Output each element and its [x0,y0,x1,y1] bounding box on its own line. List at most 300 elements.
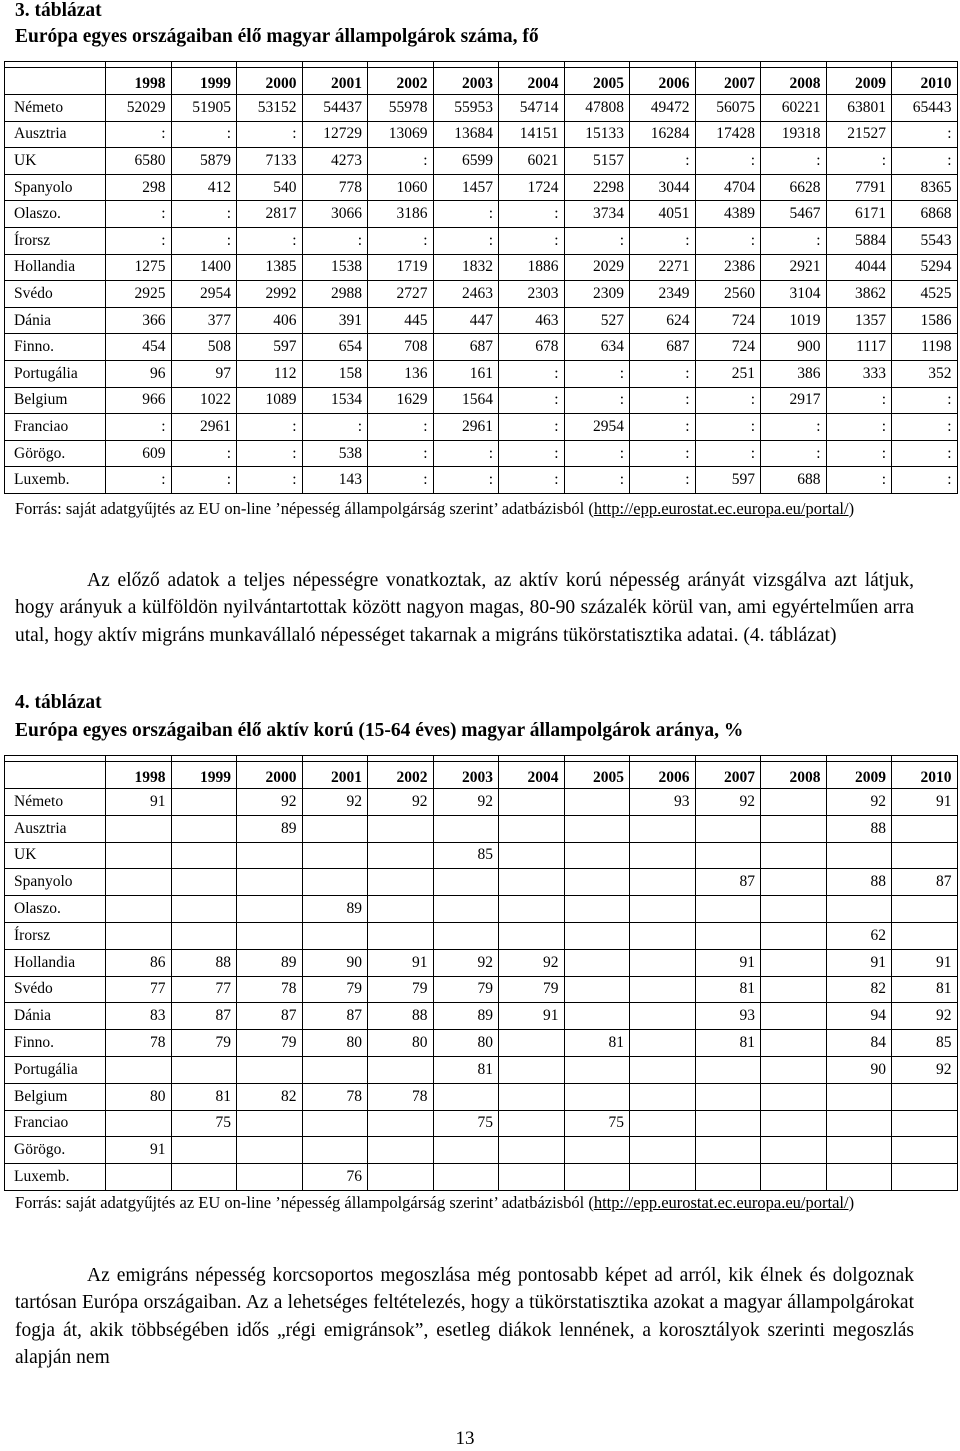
value-cell: 92 [892,1056,958,1083]
value-cell [106,842,172,869]
value-cell [761,949,827,976]
source-link[interactable]: http://epp.eurostat.ec.europa.eu/portal/ [593,499,849,518]
page-number: 13 [455,1428,475,1449]
value-cell [564,976,630,1003]
value-cell [892,1083,958,1110]
value-cell: 352 [892,360,958,387]
value-cell: 2303 [499,281,565,308]
value-cell: : [761,148,827,175]
country-cell: Írorsz [5,922,106,949]
value-cell: 87 [302,1003,368,1030]
table-row [5,789,958,816]
table3-body [5,62,958,494]
value-cell: : [892,414,958,441]
value-cell: 87 [171,1003,237,1030]
value-cell: 84 [826,1030,892,1057]
value-cell: 1534 [302,387,368,414]
value-cell: 2954 [564,414,630,441]
table-row [5,387,958,414]
paragraph-1: Az előző adatok a teljes népességre vonatkoztak, az aktív korú népesség arányát vizsgálva azt látjuk, hogy arányuk a külföldön nyilvántartottak között nagyon magas, 80-90 százalék körül van, ami egyértelműen arra utal, hogy aktív migráns munkavállaló népességet takarnak a migráns tükörstatisztika adatai. (4. táblázat) [15,570,914,646]
table-row [5,174,958,201]
value-cell: 1117 [826,334,892,361]
value-cell: 16284 [630,121,696,148]
value-cell: 76 [302,1164,368,1191]
value-cell: 5467 [761,201,827,228]
value-cell [171,896,237,923]
table-row [5,307,958,334]
value-cell [564,1003,630,1030]
value-cell [761,1137,827,1164]
year-header-cell: 2005 [564,68,630,95]
year-header-cell: 2004 [499,68,565,95]
value-cell [237,1110,303,1137]
value-cell [237,1056,303,1083]
value-cell: 1275 [106,254,172,281]
value-cell [499,1030,565,1057]
value-cell: 94 [826,1003,892,1030]
value-cell: 1832 [433,254,499,281]
value-cell: 6868 [892,201,958,228]
table-header-row [5,762,958,789]
table3-number: 3. táblázat [15,0,102,21]
value-cell [368,1164,434,1191]
value-cell: 92 [499,949,565,976]
country-cell: Finno. [5,1030,106,1057]
value-cell [433,1137,499,1164]
value-cell: 56075 [695,95,761,122]
value-cell: 778 [302,174,368,201]
value-cell [171,789,237,816]
value-cell: 91 [892,949,958,976]
table-row [5,227,958,254]
value-cell: 91 [695,949,761,976]
value-cell [892,1164,958,1191]
country-cell: Belgium [5,387,106,414]
country-cell: Németo [5,95,106,122]
value-cell: 79 [368,976,434,1003]
value-cell: 65443 [892,95,958,122]
value-cell: 2992 [237,281,303,308]
value-cell: : [171,227,237,254]
value-cell: 3104 [761,281,827,308]
value-cell: 7791 [826,174,892,201]
value-cell: : [630,387,696,414]
table3-source: Forrás: saját adatgyűjtés az EU on-line ’népesség állampolgárság szerint’ adatbázisból (http://epp.eurostat.ec.europa.eu/portal/) [15,499,855,518]
year-header-cell: 1999 [171,762,237,789]
value-cell: 4525 [892,281,958,308]
table-row [5,896,958,923]
value-cell: 91 [106,1137,172,1164]
value-cell: 92 [695,789,761,816]
value-cell: : [499,414,565,441]
value-cell: 624 [630,307,696,334]
value-cell: : [171,467,237,494]
value-cell: : [106,467,172,494]
value-cell: : [499,467,565,494]
country-cell: UK [5,148,106,175]
value-cell [433,815,499,842]
value-cell: 3066 [302,201,368,228]
value-cell: 81 [892,976,958,1003]
header-corner-cell [5,68,106,95]
value-cell [368,842,434,869]
year-header-cell: 2010 [892,762,958,789]
year-header-cell: 1999 [171,68,237,95]
table-row [5,1137,958,1164]
value-cell: : [892,467,958,494]
value-cell: 597 [695,467,761,494]
table-row [5,1083,958,1110]
value-cell: 2271 [630,254,696,281]
country-cell: Ausztria [5,121,106,148]
value-cell: 80 [302,1030,368,1057]
value-cell: 1886 [499,254,565,281]
value-cell [368,869,434,896]
value-cell: 82 [237,1083,303,1110]
value-cell [499,1110,565,1137]
value-cell: : [237,414,303,441]
value-cell [564,815,630,842]
value-cell: 92 [892,1003,958,1030]
value-cell: 92 [433,949,499,976]
country-cell: UK [5,842,106,869]
country-cell: Portugália [5,1056,106,1083]
value-cell: 79 [237,1030,303,1057]
value-cell: 3044 [630,174,696,201]
value-cell: 2917 [761,387,827,414]
value-cell: : [368,440,434,467]
value-cell: 13069 [368,121,434,148]
value-cell: 91 [368,949,434,976]
value-cell: 81 [433,1056,499,1083]
value-cell [892,1110,958,1137]
value-cell: 143 [302,467,368,494]
value-cell: 62 [826,922,892,949]
value-cell: : [499,387,565,414]
value-cell [630,1030,696,1057]
value-cell: 724 [695,307,761,334]
value-cell [433,869,499,896]
value-cell [368,1110,434,1137]
table-row [5,281,958,308]
value-cell [237,842,303,869]
value-cell: 1564 [433,387,499,414]
year-header-cell: 2000 [237,762,303,789]
value-cell [761,1056,827,1083]
table-row [5,360,958,387]
value-cell [892,1137,958,1164]
value-cell: 8365 [892,174,958,201]
value-cell: 89 [433,1003,499,1030]
value-cell: 81 [695,1030,761,1057]
year-header-cell: 2003 [433,68,499,95]
value-cell: : [892,121,958,148]
value-cell: 1089 [237,387,303,414]
value-cell: : [237,440,303,467]
value-cell: 1538 [302,254,368,281]
value-cell [499,1056,565,1083]
value-cell: 1019 [761,307,827,334]
value-cell: : [499,440,565,467]
value-cell: : [892,440,958,467]
value-cell: 77 [171,976,237,1003]
header-corner-cell [5,762,106,789]
table-row [5,922,958,949]
value-cell: 391 [302,307,368,334]
value-cell: : [761,414,827,441]
value-cell [302,922,368,949]
value-cell: 81 [695,976,761,1003]
value-cell: 96 [106,360,172,387]
country-cell: Finno. [5,334,106,361]
value-cell: 91 [826,949,892,976]
year-header-cell: 2007 [695,68,761,95]
value-cell: 4051 [630,201,696,228]
value-cell: : [368,148,434,175]
value-cell: 17428 [695,121,761,148]
table-row [5,414,958,441]
value-cell: 92 [368,789,434,816]
table-row [5,1003,958,1030]
value-cell: 51905 [171,95,237,122]
value-cell: 3186 [368,201,434,228]
value-cell: : [564,467,630,494]
value-cell [630,815,696,842]
value-cell: 92 [237,789,303,816]
value-cell [171,1056,237,1083]
value-cell [499,815,565,842]
value-cell: : [630,414,696,441]
value-cell: : [433,440,499,467]
value-cell [761,1110,827,1137]
value-cell [171,869,237,896]
value-cell [564,949,630,976]
value-cell: 92 [826,789,892,816]
value-cell: 6599 [433,148,499,175]
value-cell [171,815,237,842]
value-cell [433,922,499,949]
value-cell: : [564,440,630,467]
year-header-cell: 1998 [106,68,172,95]
value-cell: : [892,387,958,414]
value-cell: : [433,467,499,494]
country-cell: Dánia [5,1003,106,1030]
value-cell: 75 [171,1110,237,1137]
country-cell: Luxemb. [5,1164,106,1191]
value-cell: 47808 [564,95,630,122]
value-cell: 2925 [106,281,172,308]
value-cell: 609 [106,440,172,467]
table-row [5,95,958,122]
value-cell: : [237,467,303,494]
country-cell: Dánia [5,307,106,334]
value-cell: 366 [106,307,172,334]
value-cell: 52029 [106,95,172,122]
value-cell: 79 [433,976,499,1003]
value-cell: 463 [499,307,565,334]
value-cell: 88 [826,869,892,896]
value-cell [630,869,696,896]
value-cell: 90 [302,949,368,976]
value-cell: 966 [106,387,172,414]
value-cell: 1400 [171,254,237,281]
value-cell: 2560 [695,281,761,308]
value-cell [892,815,958,842]
value-cell: 1724 [499,174,565,201]
value-cell: 6171 [826,201,892,228]
table-header-row [5,68,958,95]
value-cell [826,1164,892,1191]
value-cell [564,1164,630,1191]
year-header-cell: 2006 [630,762,696,789]
value-cell: 2463 [433,281,499,308]
value-cell: : [630,467,696,494]
country-cell: Olaszo. [5,896,106,923]
value-cell [695,1056,761,1083]
value-cell [171,922,237,949]
value-cell [564,1083,630,1110]
value-cell [237,1164,303,1191]
country-cell: Hollandia [5,949,106,976]
table-row [5,254,958,281]
value-cell [106,815,172,842]
value-cell: 87 [237,1003,303,1030]
value-cell [368,922,434,949]
value-cell: : [106,227,172,254]
value-cell: : [695,387,761,414]
value-cell [695,1164,761,1191]
value-cell: 1060 [368,174,434,201]
table-row [5,1056,958,1083]
value-cell [695,1083,761,1110]
value-cell: 12729 [302,121,368,148]
value-cell [892,842,958,869]
value-cell: : [368,414,434,441]
year-header-cell: 2002 [368,762,434,789]
value-cell: 49472 [630,95,696,122]
value-cell: 4273 [302,148,368,175]
value-cell: : [499,201,565,228]
value-cell: 77 [106,976,172,1003]
value-cell: 158 [302,360,368,387]
value-cell [302,815,368,842]
value-cell: : [106,121,172,148]
value-cell: 4389 [695,201,761,228]
table-row [5,148,958,175]
value-cell: 377 [171,307,237,334]
value-cell [695,842,761,869]
value-cell: 1629 [368,387,434,414]
country-cell: Görögo. [5,440,106,467]
value-cell [630,896,696,923]
year-header-cell: 2008 [761,68,827,95]
table3-title: Európa egyes országaiban élő magyar állampolgárok száma, fő [15,26,539,47]
value-cell [564,1056,630,1083]
value-cell: : [302,227,368,254]
value-cell: 79 [302,976,368,1003]
paragraph-2: Az emigráns népesség korcsoportos megoszlása még pontosabb képet ad arról, kik élnek és dolgoznak tartósan Európa országaiban. Az a lehetséges feltételezés, hogy a tükörstatisztika azokat a magyar állampolgárokat fogja át, akik többségében idős „régi emigránsok”, esetleg diákok lennének, a korosztályok szerinti megoszlás alapján nem [15,1265,914,1368]
value-cell: 90 [826,1056,892,1083]
value-cell: 78 [106,1030,172,1057]
value-cell [695,896,761,923]
value-cell: 2817 [237,201,303,228]
value-cell [499,922,565,949]
value-cell: 447 [433,307,499,334]
value-cell: : [826,467,892,494]
table4-number: 4. táblázat [15,692,102,713]
value-cell [826,896,892,923]
value-cell: 92 [433,789,499,816]
year-header-cell: 2002 [368,68,434,95]
year-header-cell: 2009 [826,68,892,95]
country-cell: Svédo [5,281,106,308]
value-cell: : [237,121,303,148]
value-cell [499,869,565,896]
value-cell: 92 [302,789,368,816]
value-cell [499,1137,565,1164]
value-cell: : [368,467,434,494]
value-cell [171,1164,237,1191]
value-cell [761,842,827,869]
table-row [5,869,958,896]
value-cell: 386 [761,360,827,387]
value-cell: 78 [368,1083,434,1110]
value-cell [892,896,958,923]
table3 [4,61,958,494]
value-cell [630,1083,696,1110]
country-cell: Írorsz [5,227,106,254]
value-cell: : [368,227,434,254]
value-cell: 2349 [630,281,696,308]
value-cell [826,1137,892,1164]
value-cell: : [826,148,892,175]
value-cell: : [695,227,761,254]
value-cell: 4044 [826,254,892,281]
value-cell: 2029 [564,254,630,281]
value-cell: 93 [695,1003,761,1030]
value-cell: 88 [171,949,237,976]
source-link[interactable]: http://epp.eurostat.ec.europa.eu/portal/ [593,1193,849,1212]
value-cell: : [826,440,892,467]
value-cell: : [499,360,565,387]
value-cell [368,896,434,923]
value-cell [433,896,499,923]
value-cell [564,896,630,923]
country-cell: Hollandia [5,254,106,281]
value-cell: 93 [630,789,696,816]
value-cell: 89 [237,949,303,976]
table-row [5,121,958,148]
value-cell: : [630,440,696,467]
value-cell: 78 [237,976,303,1003]
value-cell: : [630,360,696,387]
value-cell: 78 [302,1083,368,1110]
value-cell: 708 [368,334,434,361]
value-cell [499,1164,565,1191]
value-cell: 1586 [892,307,958,334]
value-cell: 6580 [106,148,172,175]
value-cell: : [761,227,827,254]
value-cell [630,1137,696,1164]
value-cell: 2727 [368,281,434,308]
year-header-cell: 2006 [630,68,696,95]
value-cell: 2921 [761,254,827,281]
value-cell [564,1137,630,1164]
value-cell: 5157 [564,148,630,175]
value-cell: 3734 [564,201,630,228]
value-cell [106,869,172,896]
year-header-cell: 2009 [826,762,892,789]
